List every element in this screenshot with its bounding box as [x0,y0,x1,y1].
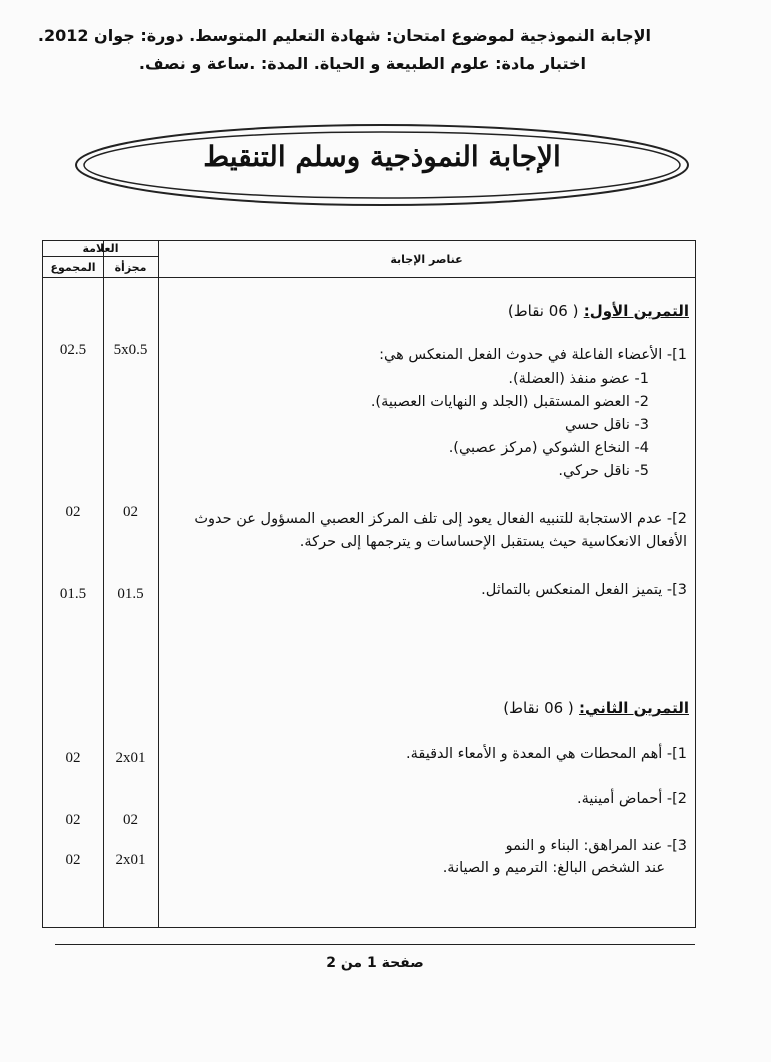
head-subdivider [43,256,158,257]
ex1-q1-partial: 5x0.5 [113,342,148,358]
head-total: المجموع [50,261,96,274]
ex1-q1-item: 4- النخاع الشوكي (مركز عصبي). [448,440,649,456]
ex2-q2-total: 02 [65,812,81,828]
head-mark: العلامة [82,242,119,255]
ex1-q1-total: 02.5 [59,342,87,358]
header-line-2: اختبار مادة: علوم الطبيعة و الحياة. المدة: .ساعة و نصف. [138,54,586,73]
ex2-q2-partial: 02 [123,812,138,828]
ex1-q1-item: 3- ناقل حسي [564,417,649,433]
ex2-q3-total: 02 [65,852,81,868]
ex1-title [508,302,689,320]
page-title: الإجابة النموذجية وسلم التنقيط [203,140,561,173]
ex1-q3: 3]- يتميز الفعل المنعكس بالتماثل. [481,582,687,598]
footer-divider [55,944,695,945]
ex1-q3-partial: 01.5 [117,586,144,602]
ex2-title-label: التمرين الثاني: [579,699,689,717]
head-elements: عناصر الإجابة [390,253,463,266]
ex1-q3-total: 01.5 [59,586,87,602]
answer-table [42,240,696,928]
ex1-q2-partial: 02 [123,504,138,520]
ex2-q3-line2: عند الشخص البالغ: الترميم و الصيانة. [442,860,665,876]
ex2-q2: 2]- أحماض أمينية. [577,791,687,807]
ex1-q1-item: 1- عضو منفذ (العضلة). [508,371,649,387]
col-divider-partial [158,241,159,927]
ex2-q1: 1]- أهم المحطات هي المعدة و الأمعاء الدقيقة. [405,746,687,762]
ex1-q2-line2: الأفعال الانعكاسية حيث يستقبل الإحساسات و يترجمها إلى حركة. [299,534,687,550]
ex1-title-label: التمرين الأول: [583,302,689,320]
ex1-q2-line1: 2]- عدم الاستجابة للتنبيه الفعال يعود إلى تلف المركز العصبي المسؤول عن حدوث [194,511,687,527]
ex1-q2-total: 02 [65,504,81,520]
ex2-q1-partial: 2x01 [115,750,146,766]
header-line-1: الإجابة النموذجية لموضوع امتحان: شهادة التعليم المتوسط. دورة: جوان 2012. [37,26,651,45]
page-number: صفحة 1 من 2 [326,955,424,971]
ex2-title [503,699,689,717]
head-bottom [43,277,695,278]
head-partial: مجزأة [114,261,147,274]
ex2-q1-total: 02 [65,750,81,766]
ex1-q1-item: 5- ناقل حركي. [558,463,649,479]
ex1-points: ( 06 نقاط) [507,302,579,320]
ex2-q3-partial: 2x01 [115,852,146,868]
ex2-q3-line1: 3]- عند المراهق: البناء و النمو [505,838,687,854]
ex2-points: ( 06 نقاط) [503,699,574,717]
ex1-q1-item: 2- العضو المستقبل (الجلد و النهايات العصبية). [370,394,649,410]
ex1-q1-intro: 1]- الأعضاء الفاعلة في حدوث الفعل المنعكس هي: [379,347,687,363]
